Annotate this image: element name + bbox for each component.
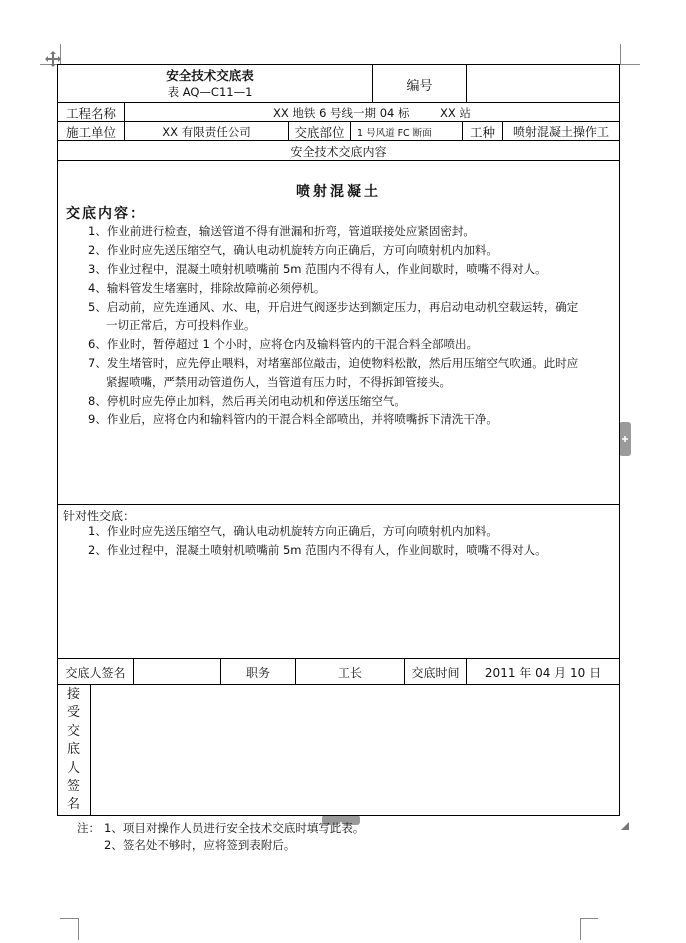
handover-part-label: 交底部位: [294, 125, 345, 140]
note-line-1: 1、项目对操作人员进行安全技术交底时填写此表。: [104, 821, 365, 835]
receiver-signature-label: 接受交底人签名: [67, 687, 81, 813]
project-name-line[interactable]: XX 地铁 6 号线一期 04 标: [273, 106, 410, 120]
trade-label: 工种: [469, 125, 495, 140]
trade-value[interactable]: 喷射混凝土操作工: [512, 125, 609, 139]
list-item: 5、启动前，应先连通风、水、电，开启进气阀逐步达到额定压力，再启动电动机空载运转，确定: [88, 300, 579, 314]
list-item: 1、作业时应先送压缩空气，确认电动机旋转方向正确后，方可向喷射机内加料。: [88, 524, 498, 538]
number-label: 编号: [406, 79, 433, 94]
content-title: 喷射混凝土: [296, 184, 381, 200]
construction-unit-label: 施工单位: [65, 125, 116, 140]
handover-time-value[interactable]: 2011 年 04 月 10 日: [484, 666, 602, 680]
notes-prefix: 注：: [77, 821, 100, 835]
list-item-continuation: 紧握喷嘴，严禁用动管道伤人，当管道有压力时，不得拆卸管接头。: [106, 375, 451, 389]
list-item: 3、作业过程中，混凝土喷射机喷嘴前 5m 范围内不得有人，作业间歇时，喷嘴不得对人。: [88, 262, 547, 276]
position-label: 职务: [245, 666, 270, 680]
crop-mark-top-right-h: [620, 64, 640, 65]
crop-mark-bottom-right-v: [580, 918, 581, 940]
list-item: 2、作业时应先送压缩空气，确认电动机旋转方向正确后，方可向喷射机内加料。: [88, 243, 498, 257]
list-item: 4、输料管发生堵塞时，排除故障前必须停机。: [88, 281, 326, 295]
list-item: 2、作业过程中，混凝土喷射机喷嘴前 5m 范围内不得有人，作业间歇时，喷嘴不得对人。: [88, 543, 547, 557]
signer-field[interactable]: [134, 659, 220, 684]
note-line-2: 2、签名处不够时，应将签到表附后。: [104, 838, 296, 852]
form-title: 安全技术交底表: [166, 68, 254, 83]
position-value[interactable]: 工长: [337, 666, 362, 680]
crop-mark-top-right-v: [620, 44, 621, 64]
content-intro: 交底内容：: [66, 206, 146, 222]
list-item: 6、作业时，暂停超过 1 个小时，应将仓内及输料管内的干混合料全部喷出。: [88, 337, 478, 351]
number-field[interactable]: [467, 66, 619, 102]
plus-icon: [619, 422, 631, 456]
project-name-label: 工程名称: [65, 106, 116, 121]
move-handle-icon[interactable]: [44, 50, 62, 68]
crop-mark-bottom-right-h: [580, 918, 598, 919]
handover-part-value[interactable]: 1 号风道 FC 断面: [357, 128, 432, 139]
crop-mark-bottom-left-h: [60, 918, 78, 919]
list-item-continuation: 一切正常后，方可投料作业。: [106, 318, 256, 332]
form-code: 表 AQ—C11—1: [167, 85, 253, 99]
crop-mark-bottom-left-v: [78, 918, 79, 940]
targeted-label: 针对性交底：: [63, 509, 136, 523]
resize-handle-icon[interactable]: [620, 816, 630, 826]
list-item: 9、作业后，应将仓内和输料管内的干混合料全部喷出，并将喷嘴拆下清洗干净。: [88, 412, 498, 426]
handover-time-label: 交底时间: [411, 666, 460, 680]
construction-unit-value[interactable]: XX 有限责任公司: [162, 125, 251, 139]
project-name-station[interactable]: XX 站: [440, 106, 471, 120]
list-item: 7、发生堵管时，应先停止喂料，对堵塞部位敲击，迫使物料松散，然后用压缩空气吹通。此时应: [88, 356, 579, 370]
receiver-signature-field[interactable]: [91, 685, 619, 815]
list-item: 1、作业前进行检查，输送管道不得有泄漏和折弯，管道联接处应紧固密封。: [88, 224, 475, 238]
list-item: 8、停机时应先停止加料，然后再关闭电动机和停送压缩空气。: [88, 394, 406, 408]
content-section-header: 安全技术交底内容: [290, 145, 387, 159]
signer-label: 交底人签名: [65, 666, 126, 680]
add-column-button[interactable]: [619, 422, 631, 456]
